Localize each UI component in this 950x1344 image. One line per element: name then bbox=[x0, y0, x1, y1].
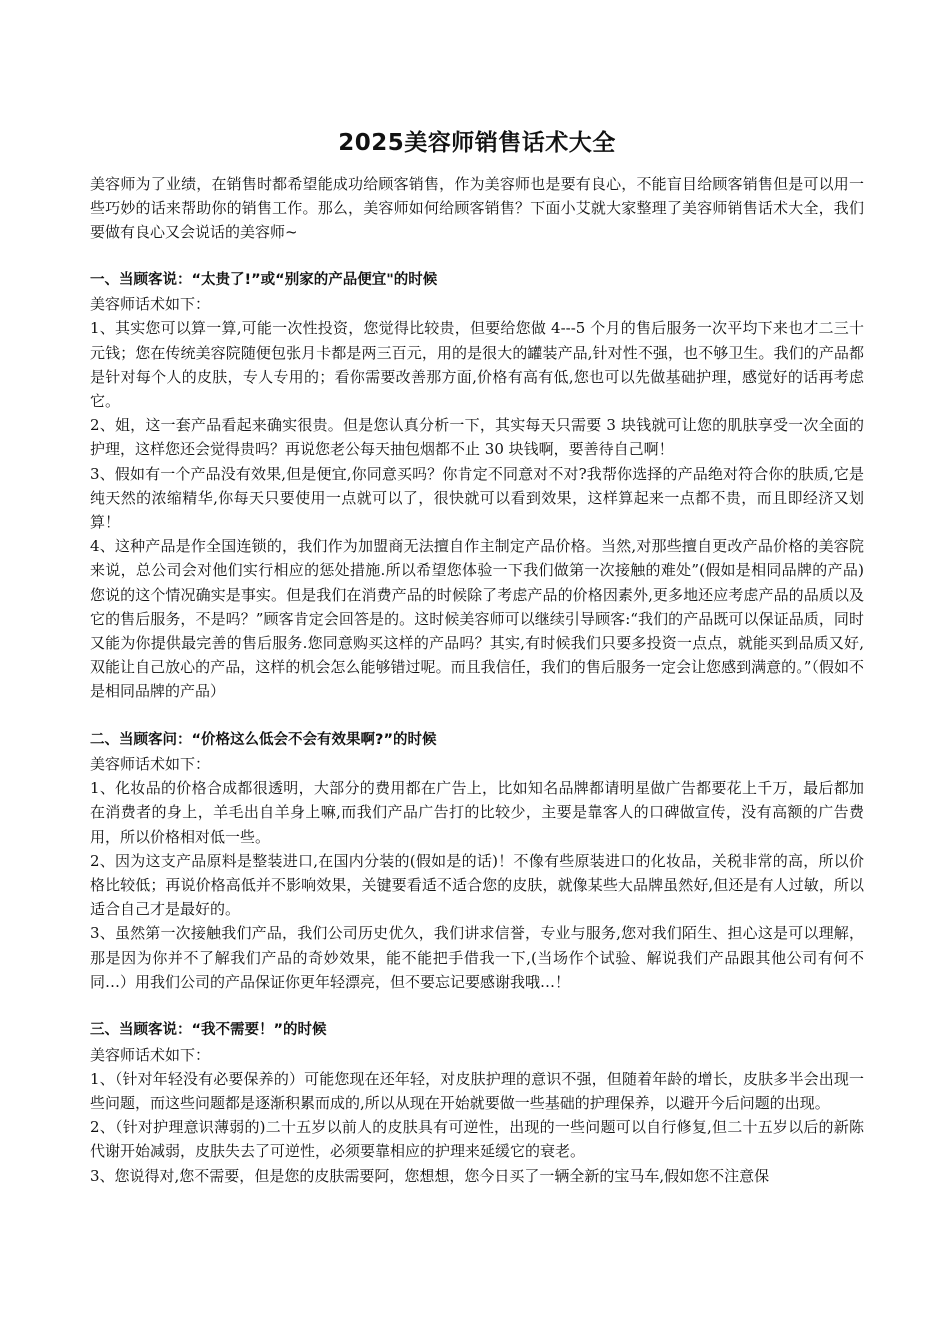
section-item: 2、因为这支产品原料是整装进口,在国内分装的(假如是的话)！不像有些原装进口的化妆品，关税非常的高，所以价格比较低；再说价格高低并不影响效果，关键要看适不适合您的皮肤，就像某些大品牌虽然好,但还是有人过敏，所以适合自己才是最好的。 bbox=[90, 851, 864, 919]
section-1 bbox=[90, 268, 864, 704]
section-item: 4、这种产品是作全国连锁的，我们作为加盟商无法擅自作主制定产品价格。当然,对那些擅自更改产品价格的美容院来说，总公司会对他们实行相应的惩处措施.所以希望您体验一下我们做第一次接触的难处”(假如是相同品牌的产品)您说的这个情况确实是事实。但是我们在消费产品的时候除了考虑产品的价格因素外,更多地还应考虑产品的品质以及它的售后服务，不是吗？”顾客肯定会回答是的。这时候美容师可以继续引导顾客:“我们的产品既可以保证品质，同时又能为你提供最完善的售后服务.您同意购买这样的产品吗？其实,有时候我们只要多投资一点点，就能买到品质又好,双能让自己放心的产品，这样的机会怎么能够错过呢。而且我信任，我们的售后服务一定会让您感到满意的。”（假如不是相同品牌的产品） bbox=[90, 537, 864, 701]
section-subheading: 美容师话术如下： bbox=[90, 295, 211, 314]
section-item: 2、（针对护理意识薄弱的)二十五岁以前人的皮肤具有可逆性，出现的一些问题可以自行修复,但二十五岁以后的新陈代谢开始减弱，皮肤失去了可逆性，必须要靠相应的护理来延缓它的衰老。 bbox=[90, 1118, 864, 1161]
section-item: 3、您说得对,您不需要，但是您的皮肤需要阿，您想想，您今日买了一辆全新的宝马车,假如您不注意保 bbox=[90, 1166, 770, 1185]
section-item: 1、（针对年轻没有必要保养的）可能您现在还年轻，对皮肤护理的意识不强，但随着年龄的增长，皮肤多半会出现一些问题，而这些问题都是逐渐积累而成的,所以从现在开始就要做一些基础的护理保养，以避开今后问题的出现。 bbox=[90, 1069, 864, 1112]
section-item: 1、化妆品的价格合成都很透明，大部分的费用都在广告上，比如知名品牌都请明星做广告都要花上千万，最后都加在消费者的身上，羊毛出自羊身上嘛,而我们产品广告打的比较少，主要是靠客人的口碑做宣传，没有高额的广告费用，所以价格相对低一些。 bbox=[90, 779, 864, 846]
section-subheading: 美容师话术如下： bbox=[90, 755, 211, 774]
section-item: 2、姐，这一套产品看起来确实很贵。但是您认真分析一下，其实每天只需要 3 块钱就可让您的肌肤享受一次全面的护理，这样您还会觉得贵吗？再说您老公每天抽包烟都不止 30 块钱啊，要善待自己啊！ bbox=[90, 416, 864, 459]
section-heading: 一、当顾客说：“太贵了!”或“别家的产品便宜"的时候 bbox=[90, 271, 438, 288]
section-2 bbox=[90, 728, 864, 995]
section-item: 3、假如有一个产品没有效果,但是便宜,你同意买吗？你肯定不同意对不对?我帮你选择的产品绝对符合你的肤质,它是纯天然的浓缩精华,你每天只要使用一点就可以了，很快就可以看到效果，这样算起来一点都不贵，而且即经济又划算！ bbox=[90, 464, 864, 531]
section-item: 1、其实您可以算一算,可能一次性投资，您觉得比较贵，但要给您做 4---5 个月的售后服务一次平均下来也才二三十元钱；您在传统美容院随便包张月卡都是两三百元，用的是很大的罐装产品,针对性不强，也不够卫生。我们的产品都是针对每个人的皮肤，专人专用的；看你需要改善那方面,价格有高有低,您也可以先做基础护理，感觉好的话再考虑它。 bbox=[90, 319, 864, 410]
section-3 bbox=[90, 1018, 864, 1188]
section-heading: 二、当顾客问：“价格这么低会不会有效果啊?”的时候 bbox=[90, 731, 437, 748]
intro-paragraph: 美容师为了业绩，在销售时都希望能成功给顾客销售，作为美容师也是要有良心，不能盲目给顾客销售但是可以用一些巧妙的话来帮助你的销售工作。那么，美容师如何给顾客销售？下面小艾就大家整理了美容师销售话术大全，我们要做有良心又会说话的美容师~ bbox=[90, 175, 864, 242]
document-page bbox=[90, 126, 864, 1212]
section-subheading: 美容师话术如下： bbox=[90, 1045, 211, 1064]
document-title: 2025美容师销售话术大全 bbox=[338, 130, 616, 156]
section-item: 3、虽然第一次接触我们产品，我们公司历史优久，我们讲求信誉，专业与服务,您对我们陌生、担心这是可以理解，那是因为你并不了解我们产品的奇妙效果，能不能把手借我一下,(当场作个试验、解说我们产品跟其他公司有何不同…）用我们公司的产品保证你更年轻漂亮，但不要忘记要感谢我哦…！ bbox=[90, 924, 864, 991]
section-heading: 三、当顾客说：“我不需要！”的时候 bbox=[90, 1022, 327, 1039]
